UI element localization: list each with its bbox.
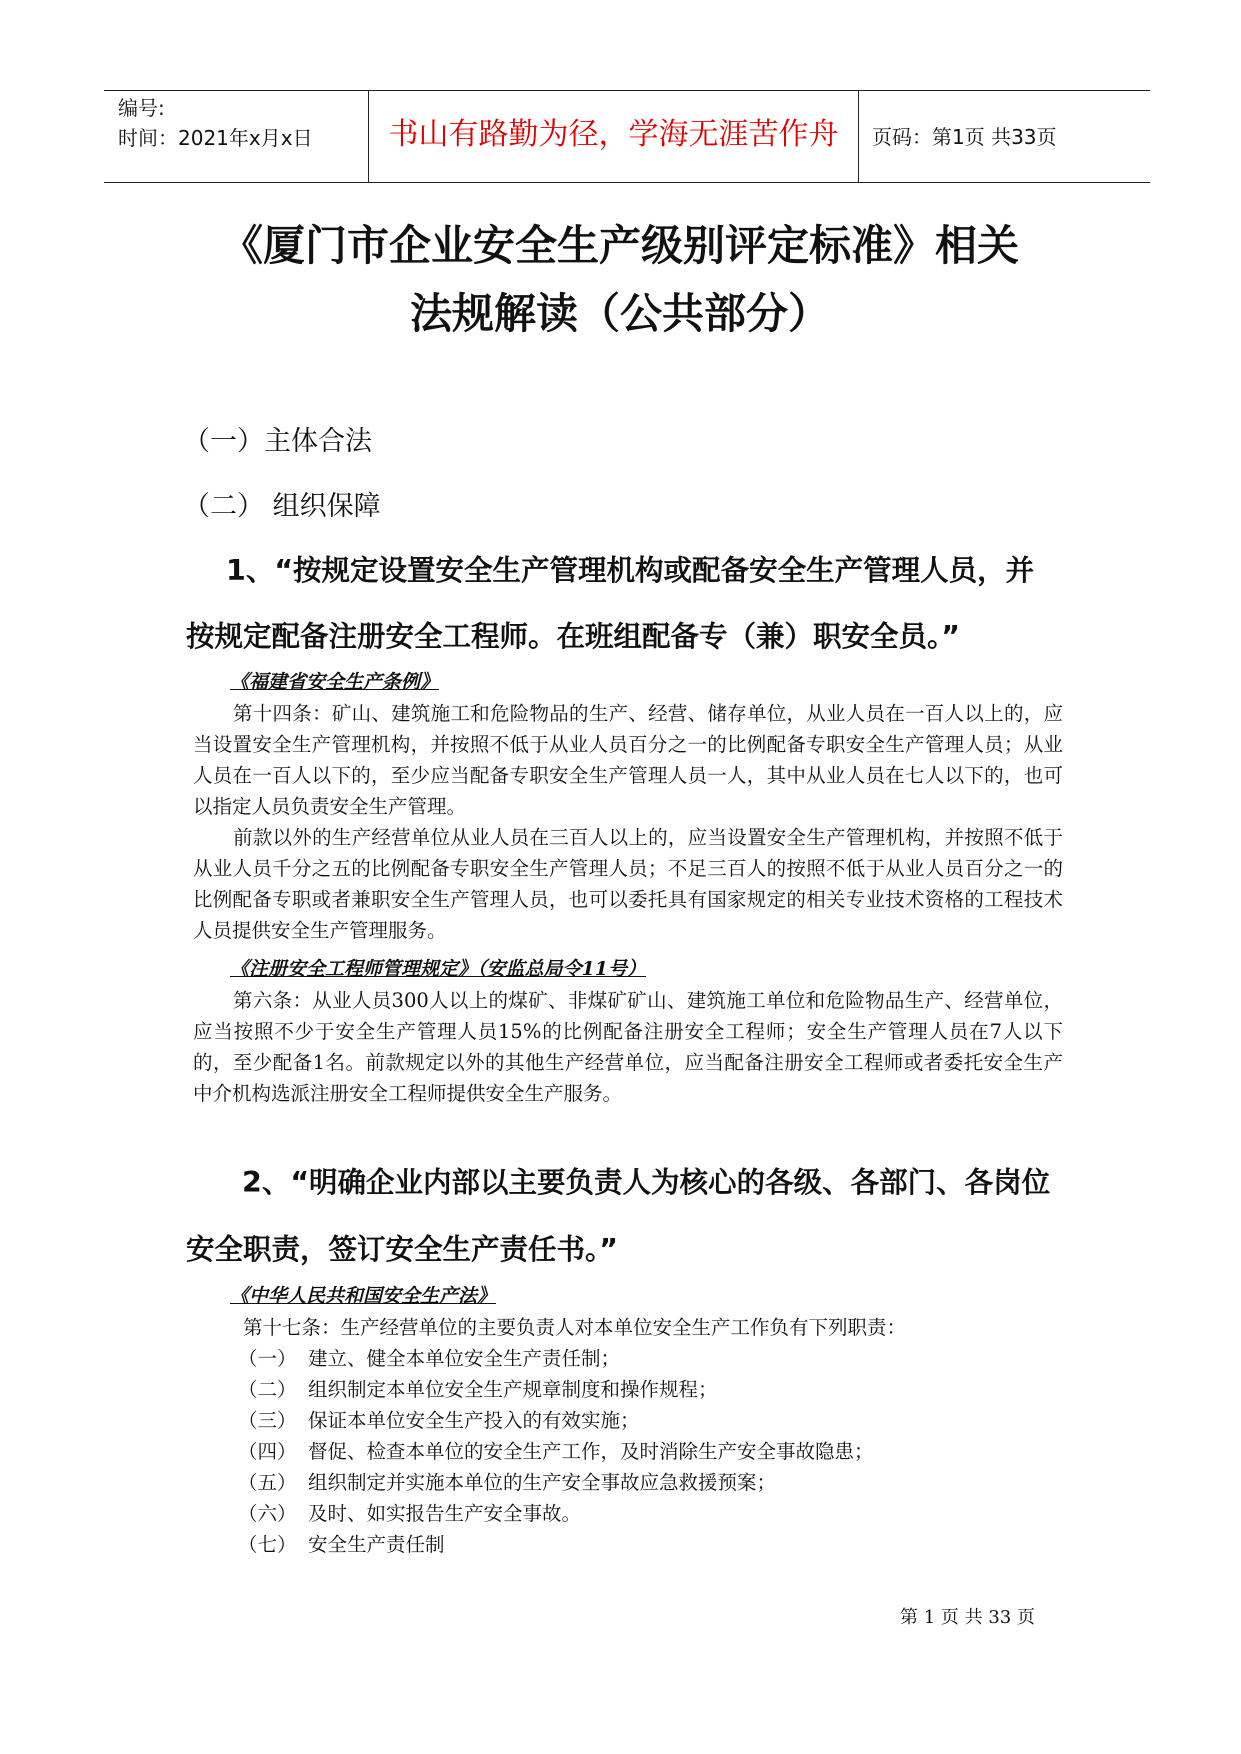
requirement-2-line-1: 2、“明确企业内部以主要负责人为核心的各级、各部门、各岗位 bbox=[242, 1166, 1051, 1199]
list-item bbox=[238, 1530, 445, 1561]
list-item-text: 组织制定并实施本单位的生产安全事故应急救援预案； bbox=[308, 1471, 777, 1494]
list-item-text: 组织制定本单位安全生产规章制度和操作规程； bbox=[308, 1378, 718, 1401]
time-label: 时间：2021年x月x日 bbox=[118, 126, 313, 150]
list-item-text: 保证本单位安全生产投入的有效实施； bbox=[308, 1409, 640, 1432]
section-heading-1: （一）主体合法 bbox=[183, 426, 372, 457]
requirement-1-line-1: 1、“按规定设置安全生产管理机构或配备安全生产管理人员，并 bbox=[226, 554, 1035, 587]
title-line-2: 法规解读（公共部分） bbox=[409, 289, 830, 338]
page-header bbox=[104, 90, 1150, 183]
list-item-text: 及时、如实报告生产安全事故。 bbox=[308, 1502, 582, 1525]
list-item-number: （四） bbox=[238, 1440, 297, 1463]
list-item-text: 督促、检查本单位的安全生产工作，及时消除生产安全事故隐患； bbox=[308, 1440, 874, 1463]
requirement-2-line-2: 安全职责，签订安全生产责任书。” bbox=[186, 1233, 618, 1266]
list-item bbox=[238, 1406, 640, 1437]
list-item-number: （二） bbox=[238, 1378, 297, 1401]
serial-label: 编号: bbox=[118, 96, 165, 120]
law-paragraph: 前款以外的生产经营单位从业人员在三百人以上的，应当设置安全生产管理机构，并按照不低于从业人员千分之五的比例配备专职安全生产管理人员；不足三百人的按照不低于从业人员百分之一的比例配备专职或者兼职安全生产管理人员，也可以委托具有国家规定的相关专业技术资格的工程技术人员提供安全生产管理服务。 bbox=[193, 826, 1063, 942]
title-line-1: 《厦门市企业安全生产级别评定标准》相关 bbox=[220, 221, 1019, 270]
section-heading-2: （二） 组织保障 bbox=[183, 491, 381, 522]
header-divider bbox=[858, 91, 859, 182]
list-item bbox=[238, 1344, 620, 1375]
document-title bbox=[150, 212, 1090, 348]
law-title-fujian: 《福建省安全生产条例》 bbox=[230, 671, 440, 693]
list-item bbox=[238, 1437, 874, 1468]
list-item-number: （一） bbox=[238, 1347, 297, 1370]
law-paragraph: 第六条：从业人员300人以上的煤矿、非煤矿矿山、建筑施工单位和危险物品生产、经营单位，应当按照不少于安全生产管理人员15%的比例配备注册安全工程师；安全生产管理人员在7人以下的，至少配备1名。前款规定以外的其他生产经营单位，应当配备注册安全工程师或者委托安全生产中介机构选派注册安全工程师提供安全生产服务。 bbox=[193, 989, 1063, 1105]
law-title-national: 《中华人民共和国安全生产法》 bbox=[230, 1285, 497, 1307]
header-meta bbox=[118, 93, 368, 153]
list-item bbox=[238, 1375, 718, 1406]
header-page-info: 页码：第1页 共33页 bbox=[872, 125, 1057, 149]
requirement-1-line-2: 按规定配备注册安全工程师。在班组配备专（兼）职安全员。” bbox=[186, 620, 960, 653]
list-item bbox=[238, 1499, 581, 1530]
law-title-engineer: 《注册安全工程师管理规定》（安监总局令11号） bbox=[230, 958, 646, 980]
page-footer: 第 1 页 共 33 页 bbox=[900, 1607, 1035, 1628]
list-item-text: 建立、健全本单位安全生产责任制； bbox=[308, 1347, 621, 1370]
law-paragraph: 第十四条：矿山、建筑施工和危险物品的生产、经营、储存单位，从业人员在一百人以上的，应当设置安全生产管理机构，并按照不低于从业人员百分之一的比例配备专职安全生产管理人员；从业人员在一百人以下的，至少应当配备专职安全生产管理人员一人，其中从业人员在七人以下的，也可以指定人员负责安全生产管理。 bbox=[193, 702, 1063, 818]
list-item-text: 安全生产责任制 bbox=[308, 1533, 445, 1556]
law-intro: 第十七条：生产经营单位的主要负责人对本单位安全生产工作负有下列职责： bbox=[243, 1316, 907, 1339]
list-item bbox=[238, 1468, 776, 1499]
list-item-number: （六） bbox=[238, 1502, 297, 1525]
list-item-number: （三） bbox=[238, 1409, 297, 1432]
list-item-number: （五） bbox=[238, 1471, 297, 1494]
header-motto: 书山有路勤为径，学海无涯苦作舟 bbox=[388, 117, 839, 152]
list-item-number: （七） bbox=[238, 1533, 297, 1556]
